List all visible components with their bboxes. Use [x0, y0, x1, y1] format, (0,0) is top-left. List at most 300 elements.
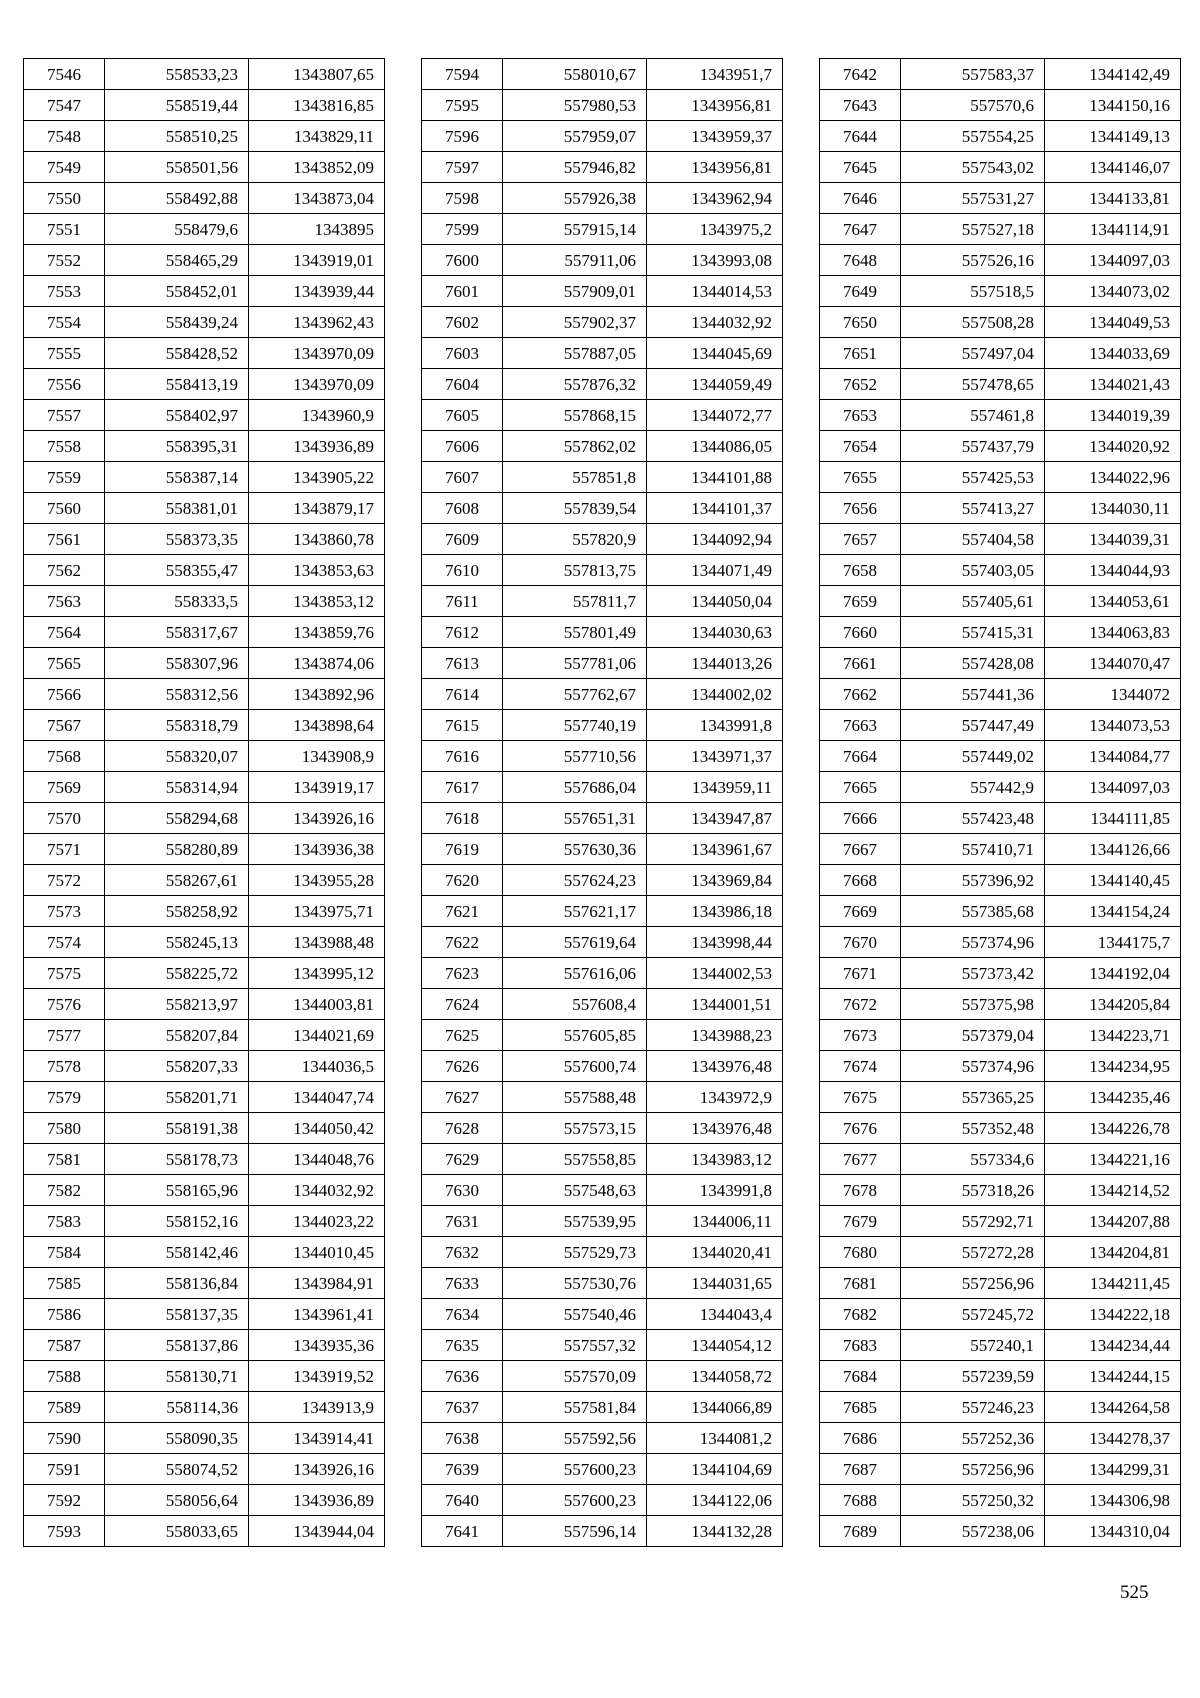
x-coordinate-cell: 558165,96 [105, 1175, 249, 1206]
point-number-cell: 7600 [422, 245, 503, 276]
x-coordinate-cell: 557946,82 [503, 152, 647, 183]
x-coordinate-cell: 557740,19 [503, 710, 647, 741]
table-row [422, 710, 783, 741]
x-coordinate-cell: 557911,06 [503, 245, 647, 276]
point-number-cell: 7591 [24, 1454, 105, 1485]
table-row [24, 431, 385, 462]
x-coordinate-cell: 557374,96 [901, 927, 1045, 958]
x-coordinate-cell: 557851,8 [503, 462, 647, 493]
y-coordinate-cell: 1344264,58 [1045, 1392, 1181, 1423]
x-coordinate-cell: 558225,72 [105, 958, 249, 989]
y-coordinate-cell: 1344010,45 [249, 1237, 385, 1268]
x-coordinate-cell: 557403,05 [901, 555, 1045, 586]
table-row [422, 462, 783, 493]
y-coordinate-cell: 1344133,81 [1045, 183, 1181, 214]
table-row [820, 524, 1181, 555]
point-number-cell: 7560 [24, 493, 105, 524]
point-number-cell: 7637 [422, 1392, 503, 1423]
table-row [422, 1113, 783, 1144]
y-coordinate-cell: 1344054,12 [647, 1330, 783, 1361]
x-coordinate-cell: 557423,48 [901, 803, 1045, 834]
y-coordinate-cell: 1344032,92 [647, 307, 783, 338]
x-coordinate-cell: 557375,98 [901, 989, 1045, 1020]
point-number-cell: 7655 [820, 462, 901, 493]
x-coordinate-cell: 557600,74 [503, 1051, 647, 1082]
y-coordinate-cell: 1343939,44 [249, 276, 385, 307]
x-coordinate-cell: 557616,06 [503, 958, 647, 989]
point-number-cell: 7667 [820, 834, 901, 865]
y-coordinate-cell: 1344101,88 [647, 462, 783, 493]
y-coordinate-cell: 1343959,37 [647, 121, 783, 152]
y-coordinate-cell: 1344044,93 [1045, 555, 1181, 586]
table-row [24, 1051, 385, 1082]
x-coordinate-cell: 557352,48 [901, 1113, 1045, 1144]
point-number-cell: 7548 [24, 121, 105, 152]
point-number-cell: 7586 [24, 1299, 105, 1330]
table-row [24, 989, 385, 1020]
x-coordinate-cell: 557959,07 [503, 121, 647, 152]
y-coordinate-cell: 1343947,87 [647, 803, 783, 834]
x-coordinate-cell: 558402,97 [105, 400, 249, 431]
x-coordinate-cell: 558387,14 [105, 462, 249, 493]
y-coordinate-cell: 1343956,81 [647, 152, 783, 183]
y-coordinate-cell: 1344032,92 [249, 1175, 385, 1206]
x-coordinate-cell: 557240,1 [901, 1330, 1045, 1361]
y-coordinate-cell: 1344023,22 [249, 1206, 385, 1237]
table-row [24, 400, 385, 431]
table-row [24, 307, 385, 338]
table-row [24, 1361, 385, 1392]
point-number-cell: 7664 [820, 741, 901, 772]
table-row [820, 245, 1181, 276]
table-row [820, 369, 1181, 400]
table-row [24, 741, 385, 772]
table-row [24, 1082, 385, 1113]
point-number-cell: 7656 [820, 493, 901, 524]
x-coordinate-cell: 558267,61 [105, 865, 249, 896]
x-coordinate-cell: 557621,17 [503, 896, 647, 927]
point-number-cell: 7688 [820, 1485, 901, 1516]
x-coordinate-cell: 557630,36 [503, 834, 647, 865]
table-row [422, 1268, 783, 1299]
point-number-cell: 7674 [820, 1051, 901, 1082]
table-row [24, 586, 385, 617]
y-coordinate-cell: 1344226,78 [1045, 1113, 1181, 1144]
table-row [820, 617, 1181, 648]
point-number-cell: 7565 [24, 648, 105, 679]
x-coordinate-cell: 557600,23 [503, 1485, 647, 1516]
table-row [24, 803, 385, 834]
point-number-cell: 7587 [24, 1330, 105, 1361]
x-coordinate-cell: 557600,23 [503, 1454, 647, 1485]
x-coordinate-cell: 557526,16 [901, 245, 1045, 276]
x-coordinate-cell: 558318,79 [105, 710, 249, 741]
point-number-cell: 7684 [820, 1361, 901, 1392]
table-row [422, 1175, 783, 1206]
x-coordinate-cell: 557497,04 [901, 338, 1045, 369]
x-coordinate-cell: 558413,19 [105, 369, 249, 400]
y-coordinate-cell: 1344047,74 [249, 1082, 385, 1113]
x-coordinate-cell: 558381,01 [105, 493, 249, 524]
table-row [24, 214, 385, 245]
point-number-cell: 7551 [24, 214, 105, 245]
y-coordinate-cell: 1343905,22 [249, 462, 385, 493]
point-number-cell: 7549 [24, 152, 105, 183]
x-coordinate-cell: 557592,56 [503, 1423, 647, 1454]
point-number-cell: 7670 [820, 927, 901, 958]
table-row [422, 59, 783, 90]
x-coordinate-cell: 557404,58 [901, 524, 1045, 555]
point-number-cell: 7616 [422, 741, 503, 772]
table-row [422, 1361, 783, 1392]
y-coordinate-cell: 1344299,31 [1045, 1454, 1181, 1485]
point-number-cell: 7632 [422, 1237, 503, 1268]
point-number-cell: 7651 [820, 338, 901, 369]
point-number-cell: 7633 [422, 1268, 503, 1299]
y-coordinate-cell: 1344278,37 [1045, 1423, 1181, 1454]
point-number-cell: 7626 [422, 1051, 503, 1082]
y-coordinate-cell: 1344014,53 [647, 276, 783, 307]
table-row [24, 1206, 385, 1237]
table-row [24, 679, 385, 710]
point-number-cell: 7636 [422, 1361, 503, 1392]
x-coordinate-cell: 557405,61 [901, 586, 1045, 617]
coordinates-table-1 [23, 58, 385, 1547]
point-number-cell: 7644 [820, 121, 901, 152]
table-row [24, 1268, 385, 1299]
y-coordinate-cell: 1344081,2 [647, 1423, 783, 1454]
y-coordinate-cell: 1344030,11 [1045, 493, 1181, 524]
table-row [820, 90, 1181, 121]
point-number-cell: 7571 [24, 834, 105, 865]
point-number-cell: 7585 [24, 1268, 105, 1299]
y-coordinate-cell: 1343970,09 [249, 338, 385, 369]
x-coordinate-cell: 557926,38 [503, 183, 647, 214]
point-number-cell: 7614 [422, 679, 503, 710]
point-number-cell: 7567 [24, 710, 105, 741]
point-number-cell: 7676 [820, 1113, 901, 1144]
y-coordinate-cell: 1344030,63 [647, 617, 783, 648]
y-coordinate-cell: 1343972,9 [647, 1082, 783, 1113]
point-number-cell: 7574 [24, 927, 105, 958]
y-coordinate-cell: 1344050,04 [647, 586, 783, 617]
y-coordinate-cell: 1343926,16 [249, 1454, 385, 1485]
y-coordinate-cell: 1343919,01 [249, 245, 385, 276]
x-coordinate-cell: 557554,25 [901, 121, 1045, 152]
table-row [24, 555, 385, 586]
y-coordinate-cell: 1344036,5 [249, 1051, 385, 1082]
x-coordinate-cell: 558136,84 [105, 1268, 249, 1299]
table-row [422, 245, 783, 276]
point-number-cell: 7552 [24, 245, 105, 276]
y-coordinate-cell: 1344207,88 [1045, 1206, 1181, 1237]
table-row [422, 1206, 783, 1237]
table-row [820, 679, 1181, 710]
x-coordinate-cell: 558207,33 [105, 1051, 249, 1082]
table-row [422, 989, 783, 1020]
x-coordinate-cell: 557596,14 [503, 1516, 647, 1547]
table-row [422, 617, 783, 648]
point-number-cell: 7634 [422, 1299, 503, 1330]
table-row [820, 1144, 1181, 1175]
x-coordinate-cell: 557373,42 [901, 958, 1045, 989]
point-number-cell: 7650 [820, 307, 901, 338]
x-coordinate-cell: 557558,85 [503, 1144, 647, 1175]
table-row [24, 1020, 385, 1051]
table-row [820, 1361, 1181, 1392]
point-number-cell: 7623 [422, 958, 503, 989]
y-coordinate-cell: 1344049,53 [1045, 307, 1181, 338]
x-coordinate-cell: 557570,6 [901, 90, 1045, 121]
x-coordinate-cell: 557811,7 [503, 586, 647, 617]
x-coordinate-cell: 558207,84 [105, 1020, 249, 1051]
y-coordinate-cell: 1343986,18 [647, 896, 783, 927]
point-number-cell: 7601 [422, 276, 503, 307]
coordinates-table-3 [819, 58, 1181, 1547]
table-row [422, 896, 783, 927]
x-coordinate-cell: 558452,01 [105, 276, 249, 307]
table-row [422, 1082, 783, 1113]
x-coordinate-cell: 557396,92 [901, 865, 1045, 896]
x-coordinate-cell: 558492,88 [105, 183, 249, 214]
table-row [422, 741, 783, 772]
point-number-cell: 7557 [24, 400, 105, 431]
table-row [820, 834, 1181, 865]
y-coordinate-cell: 1344045,69 [647, 338, 783, 369]
x-coordinate-cell: 557365,25 [901, 1082, 1045, 1113]
x-coordinate-cell: 557428,08 [901, 648, 1045, 679]
x-coordinate-cell: 557543,02 [901, 152, 1045, 183]
y-coordinate-cell: 1344234,95 [1045, 1051, 1181, 1082]
x-coordinate-cell: 557619,64 [503, 927, 647, 958]
x-coordinate-cell: 557762,67 [503, 679, 647, 710]
point-number-cell: 7635 [422, 1330, 503, 1361]
table-row [820, 1330, 1181, 1361]
point-number-cell: 7603 [422, 338, 503, 369]
x-coordinate-cell: 557531,27 [901, 183, 1045, 214]
point-number-cell: 7575 [24, 958, 105, 989]
point-number-cell: 7608 [422, 493, 503, 524]
x-coordinate-cell: 558314,94 [105, 772, 249, 803]
x-coordinate-cell: 557902,37 [503, 307, 647, 338]
point-number-cell: 7594 [422, 59, 503, 90]
table-row [24, 1392, 385, 1423]
y-coordinate-cell: 1344214,52 [1045, 1175, 1181, 1206]
table-row [24, 865, 385, 896]
y-coordinate-cell: 1344142,49 [1045, 59, 1181, 90]
table-row [820, 865, 1181, 896]
table-row [422, 369, 783, 400]
y-coordinate-cell: 1344043,4 [647, 1299, 783, 1330]
point-number-cell: 7671 [820, 958, 901, 989]
x-coordinate-cell: 557334,6 [901, 1144, 1045, 1175]
y-coordinate-cell: 1344063,83 [1045, 617, 1181, 648]
table-row [820, 989, 1181, 1020]
point-number-cell: 7602 [422, 307, 503, 338]
x-coordinate-cell: 557980,53 [503, 90, 647, 121]
x-coordinate-cell: 558439,24 [105, 307, 249, 338]
point-number-cell: 7569 [24, 772, 105, 803]
point-number-cell: 7638 [422, 1423, 503, 1454]
y-coordinate-cell: 1344048,76 [249, 1144, 385, 1175]
x-coordinate-cell: 557686,04 [503, 772, 647, 803]
point-number-cell: 7556 [24, 369, 105, 400]
y-coordinate-cell: 1344039,31 [1045, 524, 1181, 555]
table-row [422, 493, 783, 524]
y-coordinate-cell: 1343914,41 [249, 1423, 385, 1454]
y-coordinate-cell: 1343976,48 [647, 1051, 783, 1082]
point-number-cell: 7573 [24, 896, 105, 927]
y-coordinate-cell: 1343936,38 [249, 834, 385, 865]
y-coordinate-cell: 1344097,03 [1045, 245, 1181, 276]
point-number-cell: 7661 [820, 648, 901, 679]
y-coordinate-cell: 1344073,02 [1045, 276, 1181, 307]
y-coordinate-cell: 1343969,84 [647, 865, 783, 896]
x-coordinate-cell: 558142,46 [105, 1237, 249, 1268]
x-coordinate-cell: 557588,48 [503, 1082, 647, 1113]
point-number-cell: 7654 [820, 431, 901, 462]
table-row [422, 121, 783, 152]
x-coordinate-cell: 557839,54 [503, 493, 647, 524]
point-number-cell: 7641 [422, 1516, 503, 1547]
table-row [820, 121, 1181, 152]
point-number-cell: 7686 [820, 1423, 901, 1454]
table-row [24, 276, 385, 307]
x-coordinate-cell: 557557,32 [503, 1330, 647, 1361]
y-coordinate-cell: 1343873,04 [249, 183, 385, 214]
x-coordinate-cell: 557425,53 [901, 462, 1045, 493]
point-number-cell: 7582 [24, 1175, 105, 1206]
point-number-cell: 7680 [820, 1237, 901, 1268]
y-coordinate-cell: 1343898,64 [249, 710, 385, 741]
y-coordinate-cell: 1343936,89 [249, 431, 385, 462]
y-coordinate-cell: 1343935,36 [249, 1330, 385, 1361]
x-coordinate-cell: 557710,56 [503, 741, 647, 772]
point-number-cell: 7630 [422, 1175, 503, 1206]
y-coordinate-cell: 1343853,63 [249, 555, 385, 586]
point-number-cell: 7675 [820, 1082, 901, 1113]
x-coordinate-cell: 557413,27 [901, 493, 1045, 524]
table-row [422, 307, 783, 338]
y-coordinate-cell: 1344114,91 [1045, 214, 1181, 245]
x-coordinate-cell: 558056,64 [105, 1485, 249, 1516]
x-coordinate-cell: 557540,46 [503, 1299, 647, 1330]
x-coordinate-cell: 558178,73 [105, 1144, 249, 1175]
table-row [24, 462, 385, 493]
table-row [422, 400, 783, 431]
y-coordinate-cell: 1344132,28 [647, 1516, 783, 1547]
point-number-cell: 7615 [422, 710, 503, 741]
point-number-cell: 7683 [820, 1330, 901, 1361]
table-row [820, 772, 1181, 803]
point-number-cell: 7577 [24, 1020, 105, 1051]
point-number-cell: 7583 [24, 1206, 105, 1237]
x-coordinate-cell: 557374,96 [901, 1051, 1045, 1082]
y-coordinate-cell: 1344066,89 [647, 1392, 783, 1423]
y-coordinate-cell: 1343859,76 [249, 617, 385, 648]
table-row [24, 338, 385, 369]
point-number-cell: 7562 [24, 555, 105, 586]
table-row [820, 214, 1181, 245]
point-number-cell: 7584 [24, 1237, 105, 1268]
y-coordinate-cell: 1343998,44 [647, 927, 783, 958]
y-coordinate-cell: 1344175,7 [1045, 927, 1181, 958]
table-row [24, 152, 385, 183]
y-coordinate-cell: 1343936,89 [249, 1485, 385, 1516]
x-coordinate-cell: 557529,73 [503, 1237, 647, 1268]
point-number-cell: 7665 [820, 772, 901, 803]
x-coordinate-cell: 557272,28 [901, 1237, 1045, 1268]
point-number-cell: 7588 [24, 1361, 105, 1392]
point-number-cell: 7550 [24, 183, 105, 214]
point-number-cell: 7596 [422, 121, 503, 152]
point-number-cell: 7553 [24, 276, 105, 307]
y-coordinate-cell: 1344022,96 [1045, 462, 1181, 493]
table-row [24, 524, 385, 555]
table-row [24, 493, 385, 524]
table-row [820, 338, 1181, 369]
y-coordinate-cell: 1343919,17 [249, 772, 385, 803]
x-coordinate-cell: 558465,29 [105, 245, 249, 276]
x-coordinate-cell: 557527,18 [901, 214, 1045, 245]
x-coordinate-cell: 557518,5 [901, 276, 1045, 307]
point-number-cell: 7619 [422, 834, 503, 865]
table-row [422, 338, 783, 369]
table-row [24, 369, 385, 400]
y-coordinate-cell: 1344019,39 [1045, 400, 1181, 431]
y-coordinate-cell: 1343807,65 [249, 59, 385, 90]
point-number-cell: 7646 [820, 183, 901, 214]
x-coordinate-cell: 557581,84 [503, 1392, 647, 1423]
x-coordinate-cell: 557256,96 [901, 1268, 1045, 1299]
point-number-cell: 7631 [422, 1206, 503, 1237]
table-row [422, 1485, 783, 1516]
y-coordinate-cell: 1344097,03 [1045, 772, 1181, 803]
table-row [422, 183, 783, 214]
point-number-cell: 7625 [422, 1020, 503, 1051]
x-coordinate-cell: 557608,4 [503, 989, 647, 1020]
point-number-cell: 7568 [24, 741, 105, 772]
x-coordinate-cell: 558317,67 [105, 617, 249, 648]
x-coordinate-cell: 557915,14 [503, 214, 647, 245]
y-coordinate-cell: 1344050,42 [249, 1113, 385, 1144]
point-number-cell: 7580 [24, 1113, 105, 1144]
x-coordinate-cell: 557570,09 [503, 1361, 647, 1392]
x-coordinate-cell: 558114,36 [105, 1392, 249, 1423]
table-row [422, 1237, 783, 1268]
y-coordinate-cell: 1344306,98 [1045, 1485, 1181, 1516]
y-coordinate-cell: 1344072 [1045, 679, 1181, 710]
table-row [820, 1485, 1181, 1516]
y-coordinate-cell: 1343976,48 [647, 1113, 783, 1144]
table-row [820, 1392, 1181, 1423]
point-number-cell: 7660 [820, 617, 901, 648]
y-coordinate-cell: 1344211,45 [1045, 1268, 1181, 1299]
point-number-cell: 7578 [24, 1051, 105, 1082]
table-row [422, 524, 783, 555]
point-number-cell: 7628 [422, 1113, 503, 1144]
x-coordinate-cell: 557651,31 [503, 803, 647, 834]
table-row [24, 648, 385, 679]
y-coordinate-cell: 1344122,06 [647, 1485, 783, 1516]
table-row [24, 245, 385, 276]
x-coordinate-cell: 557781,06 [503, 648, 647, 679]
y-coordinate-cell: 1344020,92 [1045, 431, 1181, 462]
y-coordinate-cell: 1344104,69 [647, 1454, 783, 1485]
y-coordinate-cell: 1343913,9 [249, 1392, 385, 1423]
x-coordinate-cell: 558333,5 [105, 586, 249, 617]
table-row [24, 1423, 385, 1454]
